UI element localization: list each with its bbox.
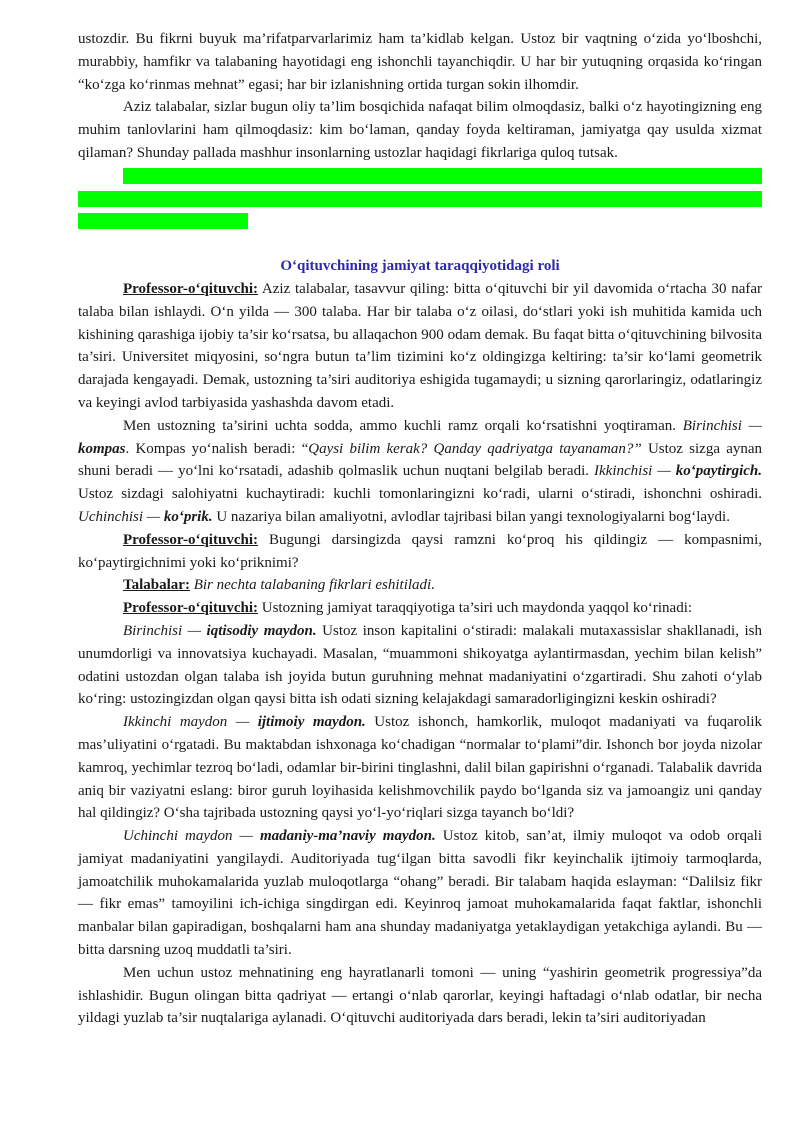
text-run: — — [652, 463, 676, 480]
paragraph-students-address: Aziz talabalar, sizlar bugun oliy ta’lim bosqichida nafaqat bilim olmoqdasiz, balki o‘z hayotingizning eng muhim tanlovlarini ham qilmoqdasiz: kim bo‘laman, qanday foyda keltiraman, jamiyatga qay usulda xizmat qilaman? Shunday pallada mashhur insonlarning ustozlar haqidagi fikrlariga quloq tutsak. — [78, 99, 762, 161]
text-run: Ustoz sizga aynan shuni beradi — yo‘lni ko‘rsatadi, adashib qolmaslik uchun nuqtani belgilab beradi. — [78, 440, 763, 480]
paragraph-text: Bir nechta talabaning fikrlari eshitiladi. — [189, 577, 435, 594]
text-run: Ustoz ishonch, hamkorlik, muloqot madaniyati va fuqarolik mas’uliyatini o‘rgatadi. Bu maktabdan ishxonaga ko‘chadigan “normalar to‘plami”dir. Ishonch bor joyda nizolar kamroq, yechimlar tezroq bo‘ladi, odamlar bir-birini tinglashni, dalil bilan gapirishni o‘rganadi. Talabalik davrida aniq bir vaziyatni eslang: biror guruh loyihasida kelishmovchilik paydo bo‘lganda siz va jamoangiz uni qanday hal qildingiz? O‘sha tajribada ustozning qaysi yo‘l-yo‘riqlari sizga tayanch bo‘ldi? — [78, 714, 762, 822]
term-bridge: ko‘prik. — [163, 508, 213, 525]
text-run: Qaysi bilim kerak? Qanday qadriyatga tayanaman?” — [308, 440, 642, 457]
paragraph-intro: ustozdir. Bu fikrni buyuk ma’rifatparvarlarimiz ham ta’kidlab kelgan. Ustoz bir vaqtning o‘zida yo‘lboshchi, murabbiy, hamfikr va talabaning hayotidagi eng ishonchli tayanchiqdir. U har bir yutuqning orqasida ko‘ringan “ko‘zga ko‘rinmas mehnat” egasi; har bir izlanishning ortida turgan sokin ilhomdir. — [78, 31, 762, 93]
speaker-label: Professor-o‘qituvchi: — [123, 531, 258, 548]
text-run: Uchinchisi — [78, 508, 143, 525]
paragraph-economic — [78, 620, 762, 711]
text-run: — — [741, 417, 762, 434]
term-social: ijtimoiy maydon. — [257, 714, 366, 731]
paragraph-professor-2 — [78, 529, 762, 575]
section-heading: O‘qituvchining jamiyat taraqqiyotidagi roli — [280, 258, 560, 275]
paragraph-symbols — [78, 415, 762, 529]
document-body — [78, 28, 762, 1030]
paragraph-professor-1 — [78, 278, 762, 415]
paragraph-highlighted — [78, 165, 762, 233]
term-cultural: madaniy-ma’naviy maydon. — [259, 828, 436, 845]
text-run: Ustoz sizdagi salohiyatni kuchaytiradi: kuchli tomonlaringizni ko‘radi, ularni o‘stiradi, ishonchni oshiradi. — [78, 486, 762, 503]
text-run: Ikkinchisi — [594, 463, 653, 480]
text-run: Ustoz inson kapitalini o‘stiradi: malakali mutaxassislar shakllanadi, ish unumdorligi va innovatsiya kuchayadi. Masalan, “muammoni shikoyatga aylantirmasdan, yechim bilan kelish” odatini ustozdan olgan talaba ish joyida butun guruhning mehnat madaniyatini o‘zgartiradi. Shu zahoti o‘ylab ko‘ring: ustozingizdan olgan qaysi bitta ish odati sizning kelajakdagi samaradorligingizni keskin oshiradi? — [78, 622, 762, 708]
paragraph-text: Bugungi darsingizda qaysi ramzni ko‘proq his qildingiz — kompasnimi, ko‘paytirgichnimi yoki ko‘priknimi? — [78, 531, 762, 571]
text-run: . Kompas yo‘nalish beradi: “ — [125, 440, 309, 457]
text-run: Men ustozning ta’sirini uchta sodda, ammo kuchli ramz orqali ko‘rsatishni yoqtiraman. — [123, 417, 683, 434]
text-run: — — [143, 508, 164, 525]
text-run: U nazariya bilan amaliyotni, avlodlar tajribasi bilan yangi texnologiyalarni bog‘laydi. — [212, 508, 730, 525]
paragraph-professor-3 — [78, 597, 762, 620]
term-multiplier: ko‘paytirgich. — [675, 463, 762, 480]
paragraph-social — [78, 711, 762, 825]
text-run: Uchinchi maydon — — [123, 828, 260, 845]
text-run: Birinchisi — — [123, 622, 207, 639]
term-economic: iqtisodiy maydon. — [206, 622, 317, 639]
text-run: Birinchisi — [682, 417, 742, 434]
paragraph-text: Ustozning jamiyat taraqqiyotiga ta’siri uch maydonda yaqqol ko‘rinadi: — [257, 600, 693, 617]
speaker-label: Talabalar: — [123, 577, 190, 594]
text-run: Ikkinchi maydon — — [123, 714, 258, 731]
paragraph-text: Aziz talabalar, tasavvur qiling: bitta o‘qituvchi bir yil davomida o‘rtacha 30 nafar talaba bilan ishlaydi. O‘n yilda — 300 talaba. Har bir talaba o‘z oilasi, do‘stlari yoki ish muhitida kamida uch kishining qarashiga ijobiy ta’sir ko‘rsatsa, bu allaqachon 900 odam demak. Bu faqat bitta o‘qituvchining bilvosita ta’siri. Universitet miqyosini, so‘ngra butun ta’lim tizimini ko‘z oldingizga keltiring: ta’sir ko‘lami geometrik darajada kengayadi. Demak, ustozning ta’siri auditoriya eshigida tugamaydi; u sizning qarorlaringiz, odatlaringiz va keyingi avlod tarbiyasida yashashda davom etadi. — [78, 280, 762, 411]
speaker-label: Professor-o‘qituvchi: — [123, 600, 258, 617]
speaker-label: Professor-o‘qituvchi: — [123, 280, 258, 297]
text-run: Ustoz kitob, san’at, ilmiy muloqot va odob orqali jamiyat madaniyatini yangilaydi. Auditoriyada tug‘ilgan bitta savodli fikr keyinchalik ijtimoiy tarmoqlarda, jamoatchilik muhokamalarida yuzlab muloqotlarga “ohang” beradi. Bir talabam haqida eslayman: “Dalilsiz fikr — fikr emas” tamoyilini ich-ichiga singdirgan edi. Keyinroq jamoat muhokamalarida faqat faktlar, ishonchli manbalar bilan gapiradigan, boshqalarni ham ana shunday madaniyatga yetaklaydigan yetakchiga aylandi. Bu — bitta darsning uzoq muddatli ta’siri. — [78, 828, 762, 959]
highlighted-text: Professor ushbu mavzu o‘quvchi shaxsining jamiyat va tafakkurdagi o‘rnini, ilmiy merosi hamda olim sifatidagi fazilatlarini namoyon etuvchi muhim qarashlarini, ularning talabalar va tinglovchilarga berilgan ma’naviy-ma’rifiy hissasini. — [78, 167, 762, 230]
paragraph-students — [78, 574, 762, 597]
paragraph-closing: Men uchun ustoz mehnatining eng hayratlanarli tomoni — uning “yashirin geometrik progressiya”da ishlashidir. Bugun olingan bitta qadriyat — ertangi o‘nlab qarorlar, keyingi haftadagi o‘nlab odatlar, bir necha yildagi yuzlab ta’sir nuqtalariga aylanadi. O‘qituvchi auditoriyada dars beradi, lekin ta’siri auditoriyadan — [78, 964, 762, 1027]
paragraph-cultural — [78, 825, 762, 962]
term-compass: kompas — [78, 440, 126, 457]
